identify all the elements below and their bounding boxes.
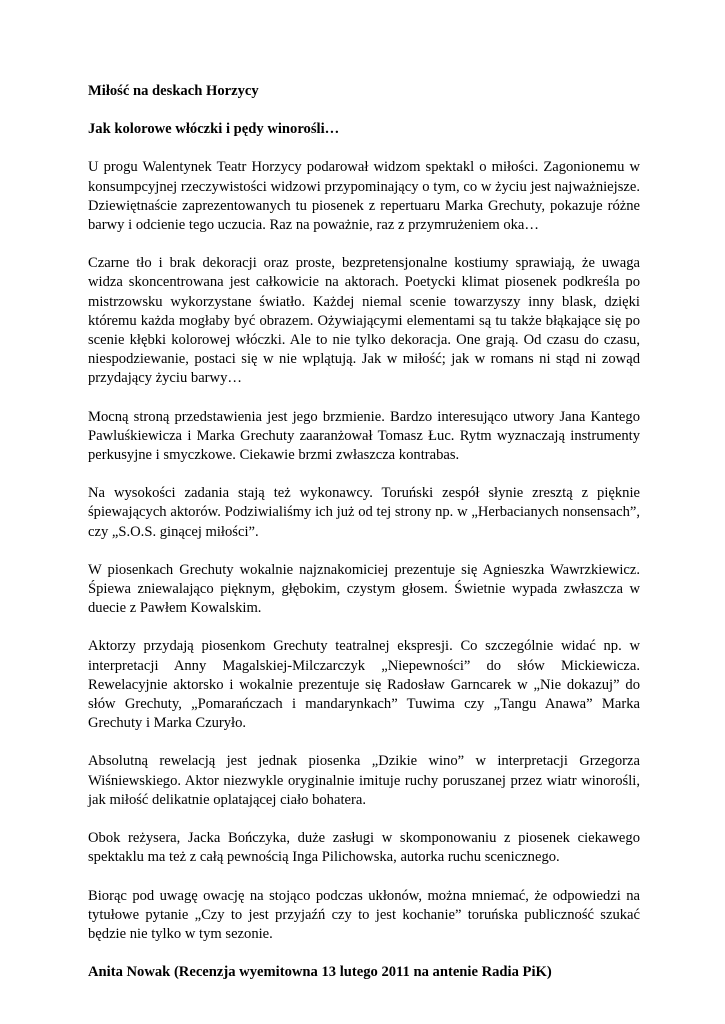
paragraph-dzikie-wino: Absolutną rewelacją jest jednak piosenka „Dzikie wino” w interpretacji Grzegorza Wiśniewskiego. Aktor niezwykle oryginalnie imituje ruchy poruszanej przez wiatr winorośli, jak miłość delikatnie oplatającej ciało bohatera. xyxy=(88,753,640,808)
paragraph-director: Obok reżysera, Jacka Bończyka, duże zasługi w skomponowaniu z piosenek ciekawego spektaklu ma też z całą pewnością Inga Pilichowska, autorka ruchu scenicznego. xyxy=(88,830,640,866)
paragraph-intro: U progu Walentynek Teatr Horzycy podarował widzom spektakl o miłości. Zagonionemu w konsumpcyjnej rzeczywistości widzowi przypominający o tym, co w życiu jest najważniejsze. Dziewiętnaście zaprezentowanych tu piosenek z repertuaru Marka Grechuty, pokazuje różne barwy i odcienie tego uczucia. Raz na poważnie, raz z przymrużeniem oka… xyxy=(88,159,640,234)
paragraph-ovation: Biorąc pod uwagę owację na stojąco podczas ukłonów, można mniemać, że odpowiedzi na tytułowe pytanie „Czy to jest przyjaźń czy to jest kochanie” toruńska publiczność szukać będzie nie tylko w tym sezonie. xyxy=(88,887,640,942)
paragraph-expression: Aktorzy przydają piosenkom Grechuty teatralnej ekspresji. Co szczególnie widać np. w interpretacji Anny Magalskiej-Milczarczyk „Niepewności” do słów Mickiewicza. Rewelacyjnie aktorsko i wokalnie prezentuje się Radosław Garncarek w „Nie dokazuj” do słów Grechuty, „Pomarańczach i mandarynkach” Tuwima czy „Tangu Anawa” Marka Grechuty i Marka Czuryło. xyxy=(88,638,640,732)
author-signature: Anita Nowak (Recenzja wyemitowna 13 lutego 2011 na antenie Radia PiK) xyxy=(88,964,552,981)
article-subtitle: Jak kolorowe włóczki i pędy winorośli… xyxy=(88,121,340,138)
paragraph-sound: Mocną stroną przedstawienia jest jego brzmienie. Bardzo interesująco utwory Jana Kantego Pawluśkiewicza i Marka Grechuty zaaranżował Tomasz Łuc. Rytm wyznaczają instrumenty perkusyjne i smyczkowe. Ciekawie brzmi zwłaszcza kontrabas. xyxy=(88,408,640,464)
document-page xyxy=(88,82,640,982)
paragraph-performers: Na wysokości zadania stają też wykonawcy. Toruński zespół słynie zresztą z pięknie śpiewających aktorów. Podziwialiśmy ich już od tej strony np. w „Herbacianych nonsensach”, czy „S.O.S. ginącej miłości”. xyxy=(88,485,640,540)
paragraph-wawrzkiewicz: W piosenkach Grechuty wokalnie najznakomiciej prezentuje się Agnieszka Wawrzkiewicz. Śpiewa zniewalająco pięknym, głębokim, czystym głosem. Świetnie wypada zwłaszcza w duecie z Pawłem Kowalskim. xyxy=(88,561,640,617)
paragraph-stage: Czarne tło i brak dekoracji oraz proste, bezpretensjonalne kostiumy sprawiają, że uwaga widza skoncentrowana jest całkowicie na aktorach. Poetycki klimat piosenek podkreśla po mistrzowsku wykorzystane światło. Każdej niemal scenie towarzyszy inny blask, dzięki któremu każda mogłaby być obrazem. Ożywiającymi elementami są tu także błąkające się po scenie kłębki kolorowej włóczki. Ale to nie tylko dekoracja. One grają. Od czasu do czasu, niespodziewanie, postaci się w nie wplątują. Jak w miłość; jak w romans ni stąd ni zowąd przydający życiu barwy… xyxy=(88,255,640,387)
article-title: Miłość na deskach Horzycy xyxy=(88,83,259,99)
